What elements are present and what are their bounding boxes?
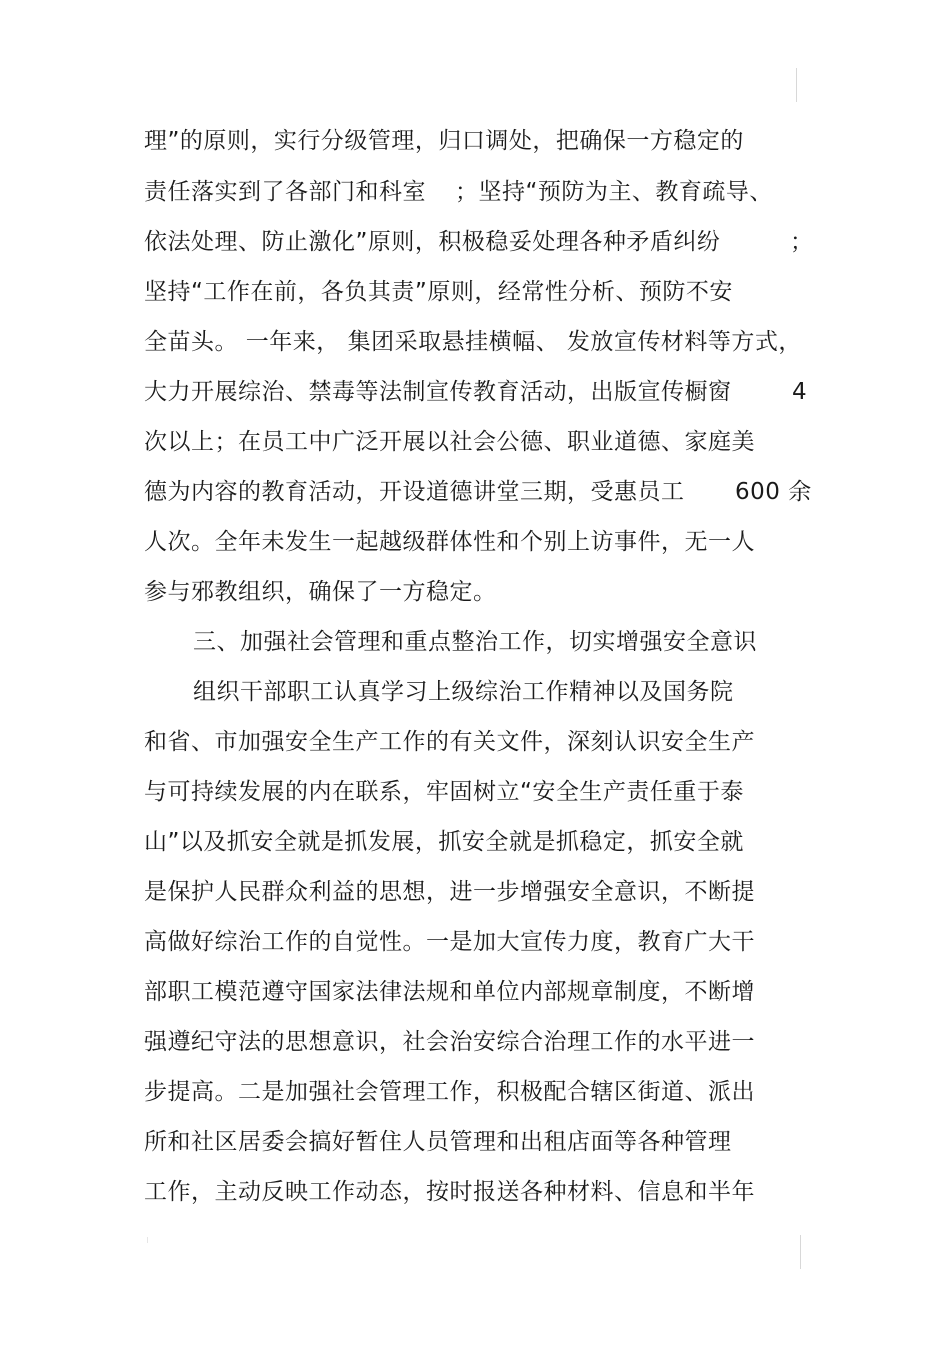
text-line: 依法处理、防止激化”原则，积极稳妥处理各种矛盾纠纷 [144,229,721,255]
text-line: 和省、市加强安全生产工作的有关文件，深刻认识安全生产 [144,729,755,755]
text-line: 理”的原则，实行分级管理，归口调处，把确保一方稳定的 [144,128,744,154]
page-corner-mark-top [796,68,797,102]
text-line: 大力开展综治、禁毒等法制宣传教育活动，出版宣传橱窗 [144,379,732,405]
text-line-fragment: 600 余 [735,479,812,505]
page-corner-mark-bottom-left [147,1237,148,1243]
text-line: 步提高。二是加强社会管理工作，积极配合辖区街道、派出 [144,1079,755,1105]
text-line: 德为内容的教育活动，开设道德讲堂三期，受惠员工 [144,479,685,505]
text-line-fragment: ；坚持“预防为主、教育疏导、 [455,179,773,205]
text-line: 坚持“工作在前，各负其责”原则，经常性分析、预防不安 [144,279,733,305]
text-line: 部职工模范遵守国家法律法规和单位内部规章制度，不断增 [144,979,755,1005]
text-line: 高做好综治工作的自觉性。一是加大宣传力度，教育广大干 [144,929,755,955]
text-line: 所和社区居委会搞好暂住人员管理和出租店面等各种管理 [144,1129,732,1155]
text-line: 山”以及抓安全就是抓发展，抓安全就是抓稳定，抓安全就 [144,829,744,855]
text-line-fragment: 4 [792,379,808,405]
text-line: 人次。全年未发生一起越级群体性和个别上访事件，无一人 [144,529,755,555]
text-line: 参与邪教组织，确保了一方稳定。 [144,579,497,605]
text-line: 全苗头。 一年来， 集团采取悬挂横幅、 发放宣传材料等方式， [144,329,802,355]
text-line: 是保护人民群众利益的思想，进一步增强安全意识，不断提 [144,879,755,905]
text-line: 责任落实到了各部门和科室 [144,179,426,205]
text-line-fragment: ； [790,229,814,255]
text-line: 组织干部职工认真学习上级综治工作精神以及国务院 [193,679,734,705]
text-line: 次以上；在员工中广泛开展以社会公德、职业道德、家庭美 [144,429,755,455]
text-line: 与可持续发展的内在联系，牢固树立“安全生产责任重于泰 [144,779,744,805]
section-heading: 三、加强社会管理和重点整治工作，切实增强安全意识 [193,629,757,655]
text-line: 强遵纪守法的思想意识，社会治安综合治理工作的水平进一 [144,1029,755,1055]
text-line: 工作，主动反映工作动态，按时报送各种材料、信息和半年 [144,1179,755,1205]
page-corner-mark-bottom [800,1235,801,1269]
